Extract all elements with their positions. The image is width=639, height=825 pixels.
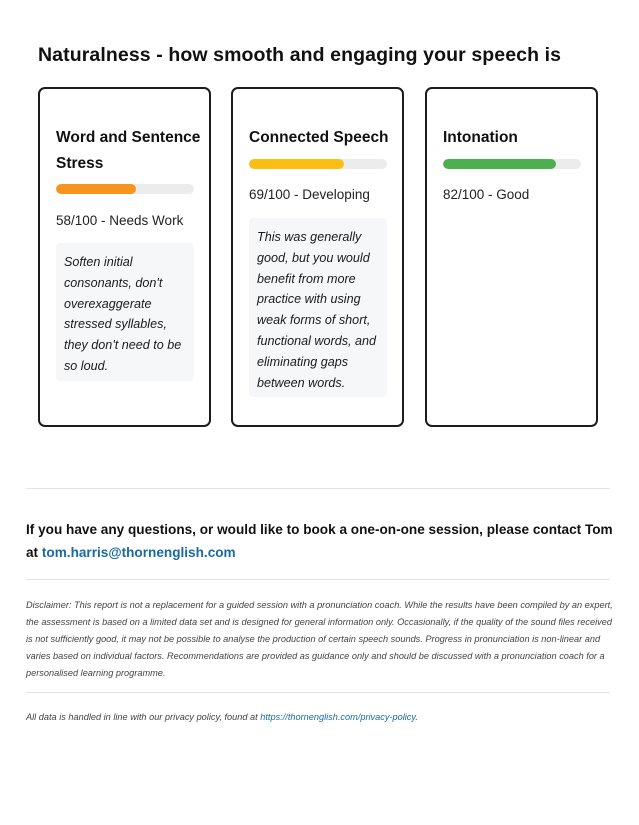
score-progress-bar: [249, 159, 387, 169]
feedback-box: This was generally good, but you would benefit from more practice with using weak forms of short, functional words, and eliminating gaps between words.: [249, 218, 387, 397]
section-divider: [26, 488, 610, 489]
score-progress-fill: [443, 159, 556, 169]
score-progress-fill: [56, 184, 136, 194]
score-progress-bar: [443, 159, 581, 169]
disclaimer-text: Disclaimer: This report is not a replacement for a guided session with a pronunciation coach. While the results have been compiled by an expert, the assessment is based on a limited data set and is designed for general information only. Occasionally, if the quality of the sound files received is not sufficiently good, it may not be possible to analyse the production of certain speech sounds. Progress in pronunciation is non-linear and varies based on individual factors. Recommendations are provided as guidance only and should be discussed with a pronunciation coach for a personalised learning programme.: [26, 600, 613, 678]
score-progress-bar: [56, 184, 194, 194]
score-label: 58/100 - Needs Work: [56, 213, 184, 228]
privacy-suffix: .: [415, 712, 418, 722]
page-title: Naturalness - how smooth and engaging your speech is: [38, 44, 562, 66]
section-divider: [26, 692, 610, 693]
privacy-policy-link[interactable]: https://thornenglish.com/privacy-policy: [260, 712, 416, 722]
score-label: 82/100 - Good: [443, 187, 530, 202]
card-word-sentence-stress: [38, 87, 211, 427]
score-label: 69/100 - Developing: [249, 187, 370, 202]
card-connected-speech: [231, 87, 404, 427]
card-intonation: [425, 87, 598, 427]
card-title: Word and Sentence Stress: [56, 129, 201, 172]
score-progress-fill: [249, 159, 344, 169]
contact-text: If you have any questions, or would like to book a one-on-one session, please contact Tom at: [26, 522, 613, 560]
card-title: Connected Speech: [249, 129, 389, 146]
section-divider: [26, 579, 610, 580]
privacy-notice: [26, 710, 616, 724]
contact-section: [26, 518, 616, 564]
feedback-box: Soften initial consonants, don't overexaggerate stressed syllables, they don't need to be so loud.: [56, 243, 194, 381]
privacy-text: All data is handled in line with our privacy policy, found at: [26, 712, 258, 722]
card-title: Intonation: [443, 129, 518, 146]
contact-email-link[interactable]: tom.harris@thornenglish.com: [41, 545, 236, 560]
